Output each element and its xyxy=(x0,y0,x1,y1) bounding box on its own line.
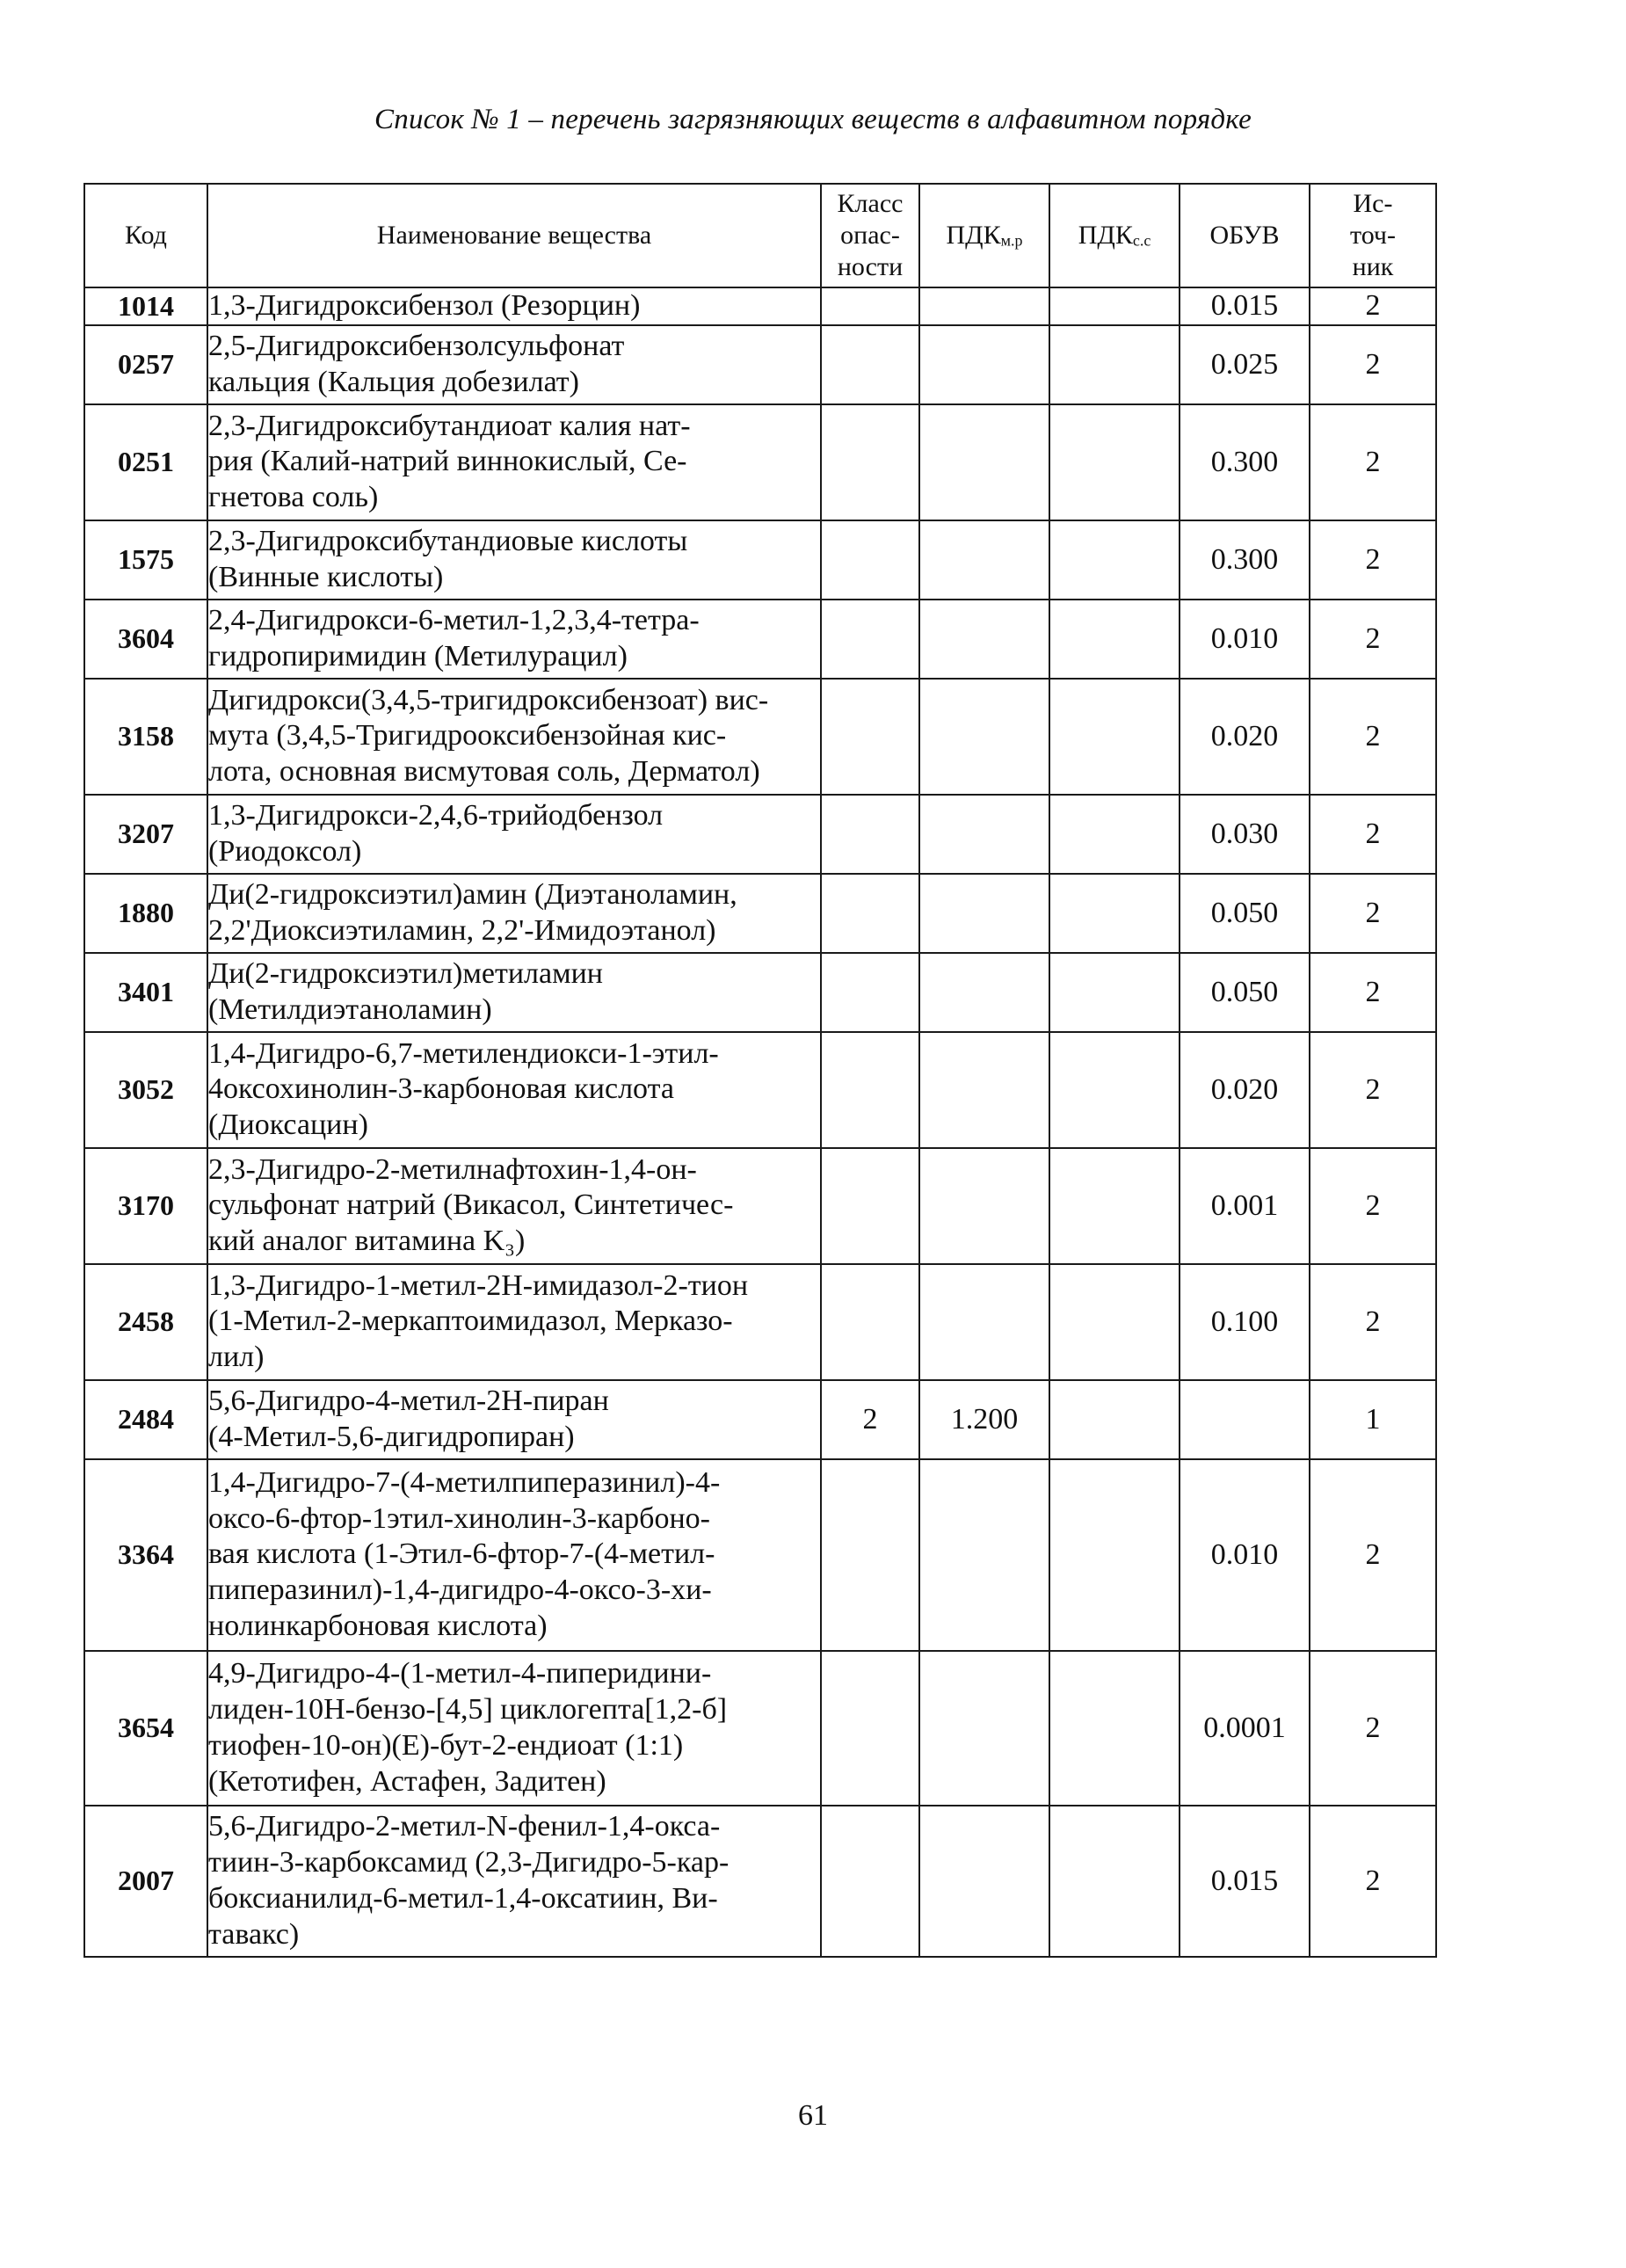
cell-pdk-mr xyxy=(919,600,1049,679)
cell-name-line: Дигидрокси(3,4,5-тригидроксибензоат) вис- xyxy=(208,683,769,716)
cell-name-line: 2,3-Дигидро-2-метилнафтохин-1,4-он- xyxy=(208,1152,697,1186)
cell-name-line: кальция (Кальция добезилат) xyxy=(208,365,579,398)
header-hazard-class xyxy=(821,184,919,287)
cell-hazard-class xyxy=(821,795,919,874)
header-pdk-mr xyxy=(919,184,1049,287)
header-pdk-ss-main: ПДК xyxy=(1078,221,1133,250)
cell-name-line: (4-Метил-5,6-дигидропиран) xyxy=(208,1420,575,1453)
header-name: Наименование вещества xyxy=(207,184,821,287)
cell-code: 3170 xyxy=(84,1148,207,1264)
table-row xyxy=(84,1380,1436,1459)
cell-code: 3604 xyxy=(84,600,207,679)
cell-name-line: (Диоксацин) xyxy=(208,1109,368,1142)
cell-name-line: (1-Метил-2-меркаптоимидазол, Мерказо- xyxy=(208,1305,733,1338)
cell-name-line: 1,3-Дигидроксибензол (Резорцин) xyxy=(208,289,641,322)
cell-name xyxy=(207,520,821,600)
cell-pdk-ss xyxy=(1049,287,1180,325)
cell-name xyxy=(207,1651,821,1806)
cell-name-line: 5,6-Дигидро-4-метил-2Н-пиран xyxy=(208,1385,609,1417)
cell-hazard-class xyxy=(821,953,919,1032)
cell-name-line: рия (Калий-натрий виннокислый, Се- xyxy=(208,445,687,478)
cell-pdk-mr xyxy=(919,1651,1049,1806)
cell-pdk-mr xyxy=(919,1148,1049,1264)
cell-obuv: 0.010 xyxy=(1180,1459,1310,1651)
cell-code: 1575 xyxy=(84,520,207,600)
cell-pdk-ss xyxy=(1049,1264,1180,1380)
cell-pdk-ss xyxy=(1049,679,1180,795)
cell-code: 3401 xyxy=(84,953,207,1032)
cell-code: 3207 xyxy=(84,795,207,874)
cell-hazard-class xyxy=(821,404,919,520)
cell-pdk-mr xyxy=(919,953,1049,1032)
cell-name-line: Ди(2-гидроксиэтил)амин (Диэтаноламин, xyxy=(208,878,737,911)
cell-name-line: Ди(2-гидроксиэтил)метиламин xyxy=(208,957,603,990)
header-pdk-ss xyxy=(1049,184,1180,287)
cell-pdk-ss xyxy=(1049,1806,1180,1957)
cell-code: 0257 xyxy=(84,325,207,404)
cell-code: 1014 xyxy=(84,287,207,325)
cell-source: 2 xyxy=(1310,404,1436,520)
cell-obuv: 0.300 xyxy=(1180,404,1310,520)
cell-source: 2 xyxy=(1310,1651,1436,1806)
cell-name xyxy=(207,1806,821,1957)
header-source-line: точ- xyxy=(1349,221,1397,250)
cell-obuv: 0.0001 xyxy=(1180,1651,1310,1806)
cell-name xyxy=(207,874,821,953)
table-row xyxy=(84,1148,1436,1264)
table-row xyxy=(84,520,1436,600)
cell-name-line: тиофен-10-он)(Е)-бут-2-ендиоат (1:1) xyxy=(208,1728,684,1762)
cell-hazard-class xyxy=(821,520,919,600)
list-title: Список № 1 – перечень загрязняющих веществ в алфавитном порядке xyxy=(374,104,1252,135)
cell-pdk-mr xyxy=(919,520,1049,600)
cell-source: 1 xyxy=(1310,1380,1436,1459)
cell-pdk-ss xyxy=(1049,874,1180,953)
header-hazard-class-line: ности xyxy=(837,252,904,281)
cell-name xyxy=(207,287,821,325)
table-row xyxy=(84,287,1436,325)
cell-pdk-mr xyxy=(919,679,1049,795)
table-row xyxy=(84,404,1436,520)
cell-pdk-ss xyxy=(1049,325,1180,404)
cell-hazard-class xyxy=(821,1459,919,1651)
header-pdk-mr-sub: м.р xyxy=(1000,231,1023,250)
cell-name xyxy=(207,1032,821,1148)
cell-name-line: пиперазинил)-1,4-дигидро-4-оксо-3-хи- xyxy=(208,1574,712,1607)
cell-hazard-class xyxy=(821,287,919,325)
cell-name xyxy=(207,1148,821,1264)
cell-name-line: лиден-10Н-бензо-[4,5] циклогепта[1,2-б] xyxy=(208,1693,728,1726)
cell-name-line: 2,2'Диоксиэтиламин, 2,2'-Имидоэтанол) xyxy=(208,913,716,947)
cell-name xyxy=(207,953,821,1032)
cell-pdk-mr xyxy=(919,795,1049,874)
cell-source: 2 xyxy=(1310,600,1436,679)
cell-name xyxy=(207,600,821,679)
cell-name-line: мута (3,4,5-Тригидрооксибензойная кис- xyxy=(208,719,727,752)
cell-source: 2 xyxy=(1310,1806,1436,1957)
cell-pdk-ss xyxy=(1049,520,1180,600)
header-pdk-mr-main: ПДК xyxy=(946,221,1001,250)
header-obuv: ОБУВ xyxy=(1180,184,1310,287)
cell-hazard-class xyxy=(821,1264,919,1380)
cell-hazard-class xyxy=(821,1651,919,1806)
cell-source: 2 xyxy=(1310,953,1436,1032)
cell-name-line: тавакс) xyxy=(208,1917,300,1951)
cell-name-line: гнетова соль) xyxy=(208,481,379,514)
table-row xyxy=(84,953,1436,1032)
table-row xyxy=(84,1264,1436,1380)
header-row xyxy=(84,184,1436,287)
cell-source: 2 xyxy=(1310,325,1436,404)
cell-obuv: 0.015 xyxy=(1180,287,1310,325)
cell-name-line: 4оксохинолин-3-карбоновая кислота xyxy=(208,1072,674,1106)
cell-pdk-ss xyxy=(1049,1459,1180,1651)
cell-hazard-class xyxy=(821,1032,919,1148)
cell-obuv: 0.001 xyxy=(1180,1148,1310,1264)
cell-name-line: 1,3-Дигидро-1-метил-2Н-имидазол-2-тион xyxy=(208,1268,749,1302)
cell-name-line: 1,3-Дигидрокси-2,4,6-трийодбензол xyxy=(208,799,664,832)
cell-code: 3364 xyxy=(84,1459,207,1651)
cell-code: 2007 xyxy=(84,1806,207,1957)
cell-obuv: 0.015 xyxy=(1180,1806,1310,1957)
cell-pdk-mr: 1.200 xyxy=(919,1380,1049,1459)
pollutants-table xyxy=(83,183,1437,1958)
cell-name-line: кий аналог витамина K₃) xyxy=(208,1225,526,1258)
cell-name-line: 2,3-Дигидроксибутандиоат калия нат- xyxy=(208,409,691,442)
cell-source: 2 xyxy=(1310,520,1436,600)
cell-name-line: 1,4-Дигидро-6,7-метилендиокси-1-этил- xyxy=(208,1036,719,1070)
cell-name xyxy=(207,404,821,520)
cell-code: 0251 xyxy=(84,404,207,520)
header-source-line: Ис- xyxy=(1353,189,1393,218)
table-row xyxy=(84,600,1436,679)
cell-source: 2 xyxy=(1310,1148,1436,1264)
table-row xyxy=(84,1032,1436,1148)
cell-name-line: (Винные кислоты) xyxy=(208,560,444,593)
cell-name-line: (Кетотифен, Астафен, Задитен) xyxy=(208,1764,606,1798)
cell-source: 2 xyxy=(1310,679,1436,795)
cell-source: 2 xyxy=(1310,874,1436,953)
cell-pdk-ss xyxy=(1049,404,1180,520)
cell-name-line: (Метилдиэтаноламин) xyxy=(208,992,492,1026)
cell-obuv: 0.020 xyxy=(1180,679,1310,795)
cell-pdk-mr xyxy=(919,1032,1049,1148)
table-row xyxy=(84,1459,1436,1651)
table-row xyxy=(84,795,1436,874)
cell-name-line: тиин-3-карбоксамид (2,3-Дигидро-5-кар- xyxy=(208,1846,730,1879)
header-source-line: ник xyxy=(1352,252,1394,281)
cell-hazard-class xyxy=(821,325,919,404)
header-pdk-ss-sub: с.с xyxy=(1132,231,1151,250)
cell-hazard-class xyxy=(821,600,919,679)
cell-code: 1880 xyxy=(84,874,207,953)
cell-obuv: 0.100 xyxy=(1180,1264,1310,1380)
cell-obuv: 0.020 xyxy=(1180,1032,1310,1148)
cell-source: 2 xyxy=(1310,1459,1436,1651)
cell-pdk-mr xyxy=(919,404,1049,520)
cell-pdk-ss xyxy=(1049,1651,1180,1806)
cell-pdk-ss xyxy=(1049,600,1180,679)
cell-code: 3158 xyxy=(84,679,207,795)
cell-pdk-ss xyxy=(1049,953,1180,1032)
cell-pdk-ss xyxy=(1049,795,1180,874)
cell-hazard-class xyxy=(821,1148,919,1264)
cell-source: 2 xyxy=(1310,1264,1436,1380)
cell-pdk-mr xyxy=(919,1264,1049,1380)
cell-hazard-class xyxy=(821,679,919,795)
cell-obuv: 0.010 xyxy=(1180,600,1310,679)
cell-name-line: оксо-6-фтор-1этил-хинолин-3-карбоно- xyxy=(208,1501,710,1535)
cell-pdk-ss xyxy=(1049,1032,1180,1148)
cell-obuv: 0.030 xyxy=(1180,795,1310,874)
cell-name-line: 4,9-Дигидро-4-(1-метил-4-пиперидини- xyxy=(208,1657,712,1690)
header-code: Код xyxy=(84,184,207,287)
cell-pdk-mr xyxy=(919,287,1049,325)
header-hazard-class-line: опас- xyxy=(840,221,900,250)
cell-name-line: 2,3-Дигидроксибутандиовые кислоты xyxy=(208,525,688,557)
cell-source: 2 xyxy=(1310,287,1436,325)
cell-pdk-mr xyxy=(919,1459,1049,1651)
cell-name-line: 1,4-Дигидро-7-(4-метилпиперазинил)-4- xyxy=(208,1465,721,1499)
cell-pdk-mr xyxy=(919,325,1049,404)
cell-pdk-ss xyxy=(1049,1148,1180,1264)
cell-pdk-mr xyxy=(919,1806,1049,1957)
page-number: 61 xyxy=(798,2099,828,2132)
cell-name-line: (Риодоксол) xyxy=(208,834,362,868)
cell-name-line: лил) xyxy=(208,1341,265,1374)
table-row xyxy=(84,1651,1436,1806)
cell-source: 2 xyxy=(1310,1032,1436,1148)
cell-name xyxy=(207,1380,821,1459)
cell-name-line: гидропиримидин (Метилурацил) xyxy=(208,639,628,672)
cell-name-line: 2,5-Дигидроксибензолсульфонат xyxy=(208,330,625,362)
cell-name-line: нолинкарбоновая кислота) xyxy=(208,1609,548,1642)
cell-name-line: лота, основная висмутовая соль, Дерматол) xyxy=(208,755,760,789)
cell-obuv xyxy=(1180,1380,1310,1459)
table-row xyxy=(84,1806,1436,1957)
cell-code: 3654 xyxy=(84,1651,207,1806)
cell-obuv: 0.050 xyxy=(1180,874,1310,953)
cell-name-line: вая кислота (1-Этил-6-фтор-7-(4-метил- xyxy=(208,1537,715,1571)
cell-name-line: 2,4-Дигидрокси-6-метил-1,2,3,4-тетра- xyxy=(208,604,700,636)
cell-hazard-class: 2 xyxy=(821,1380,919,1459)
table-row xyxy=(84,874,1436,953)
header-source xyxy=(1310,184,1436,287)
cell-obuv: 0.300 xyxy=(1180,520,1310,600)
cell-code: 3052 xyxy=(84,1032,207,1148)
table-row xyxy=(84,325,1436,404)
cell-name-line: 5,6-Дигидро-2-метил-N-фенил-1,4-окса- xyxy=(208,1810,721,1843)
cell-pdk-mr xyxy=(919,874,1049,953)
cell-obuv: 0.025 xyxy=(1180,325,1310,404)
table-row xyxy=(84,679,1436,795)
cell-hazard-class xyxy=(821,1806,919,1957)
header-hazard-class-line: Класс xyxy=(837,189,904,218)
cell-name xyxy=(207,1459,821,1651)
cell-name xyxy=(207,679,821,795)
cell-pdk-ss xyxy=(1049,1380,1180,1459)
cell-hazard-class xyxy=(821,874,919,953)
cell-source: 2 xyxy=(1310,795,1436,874)
cell-name xyxy=(207,325,821,404)
cell-name xyxy=(207,1264,821,1380)
cell-name xyxy=(207,795,821,874)
cell-obuv: 0.050 xyxy=(1180,953,1310,1032)
cell-name-line: сульфонат натрий (Викасол, Синтетичес- xyxy=(208,1189,734,1222)
cell-code: 2484 xyxy=(84,1380,207,1459)
cell-code: 2458 xyxy=(84,1264,207,1380)
cell-name-line: боксианилид-6-метил-1,4-оксатиин, Ви- xyxy=(208,1881,718,1915)
